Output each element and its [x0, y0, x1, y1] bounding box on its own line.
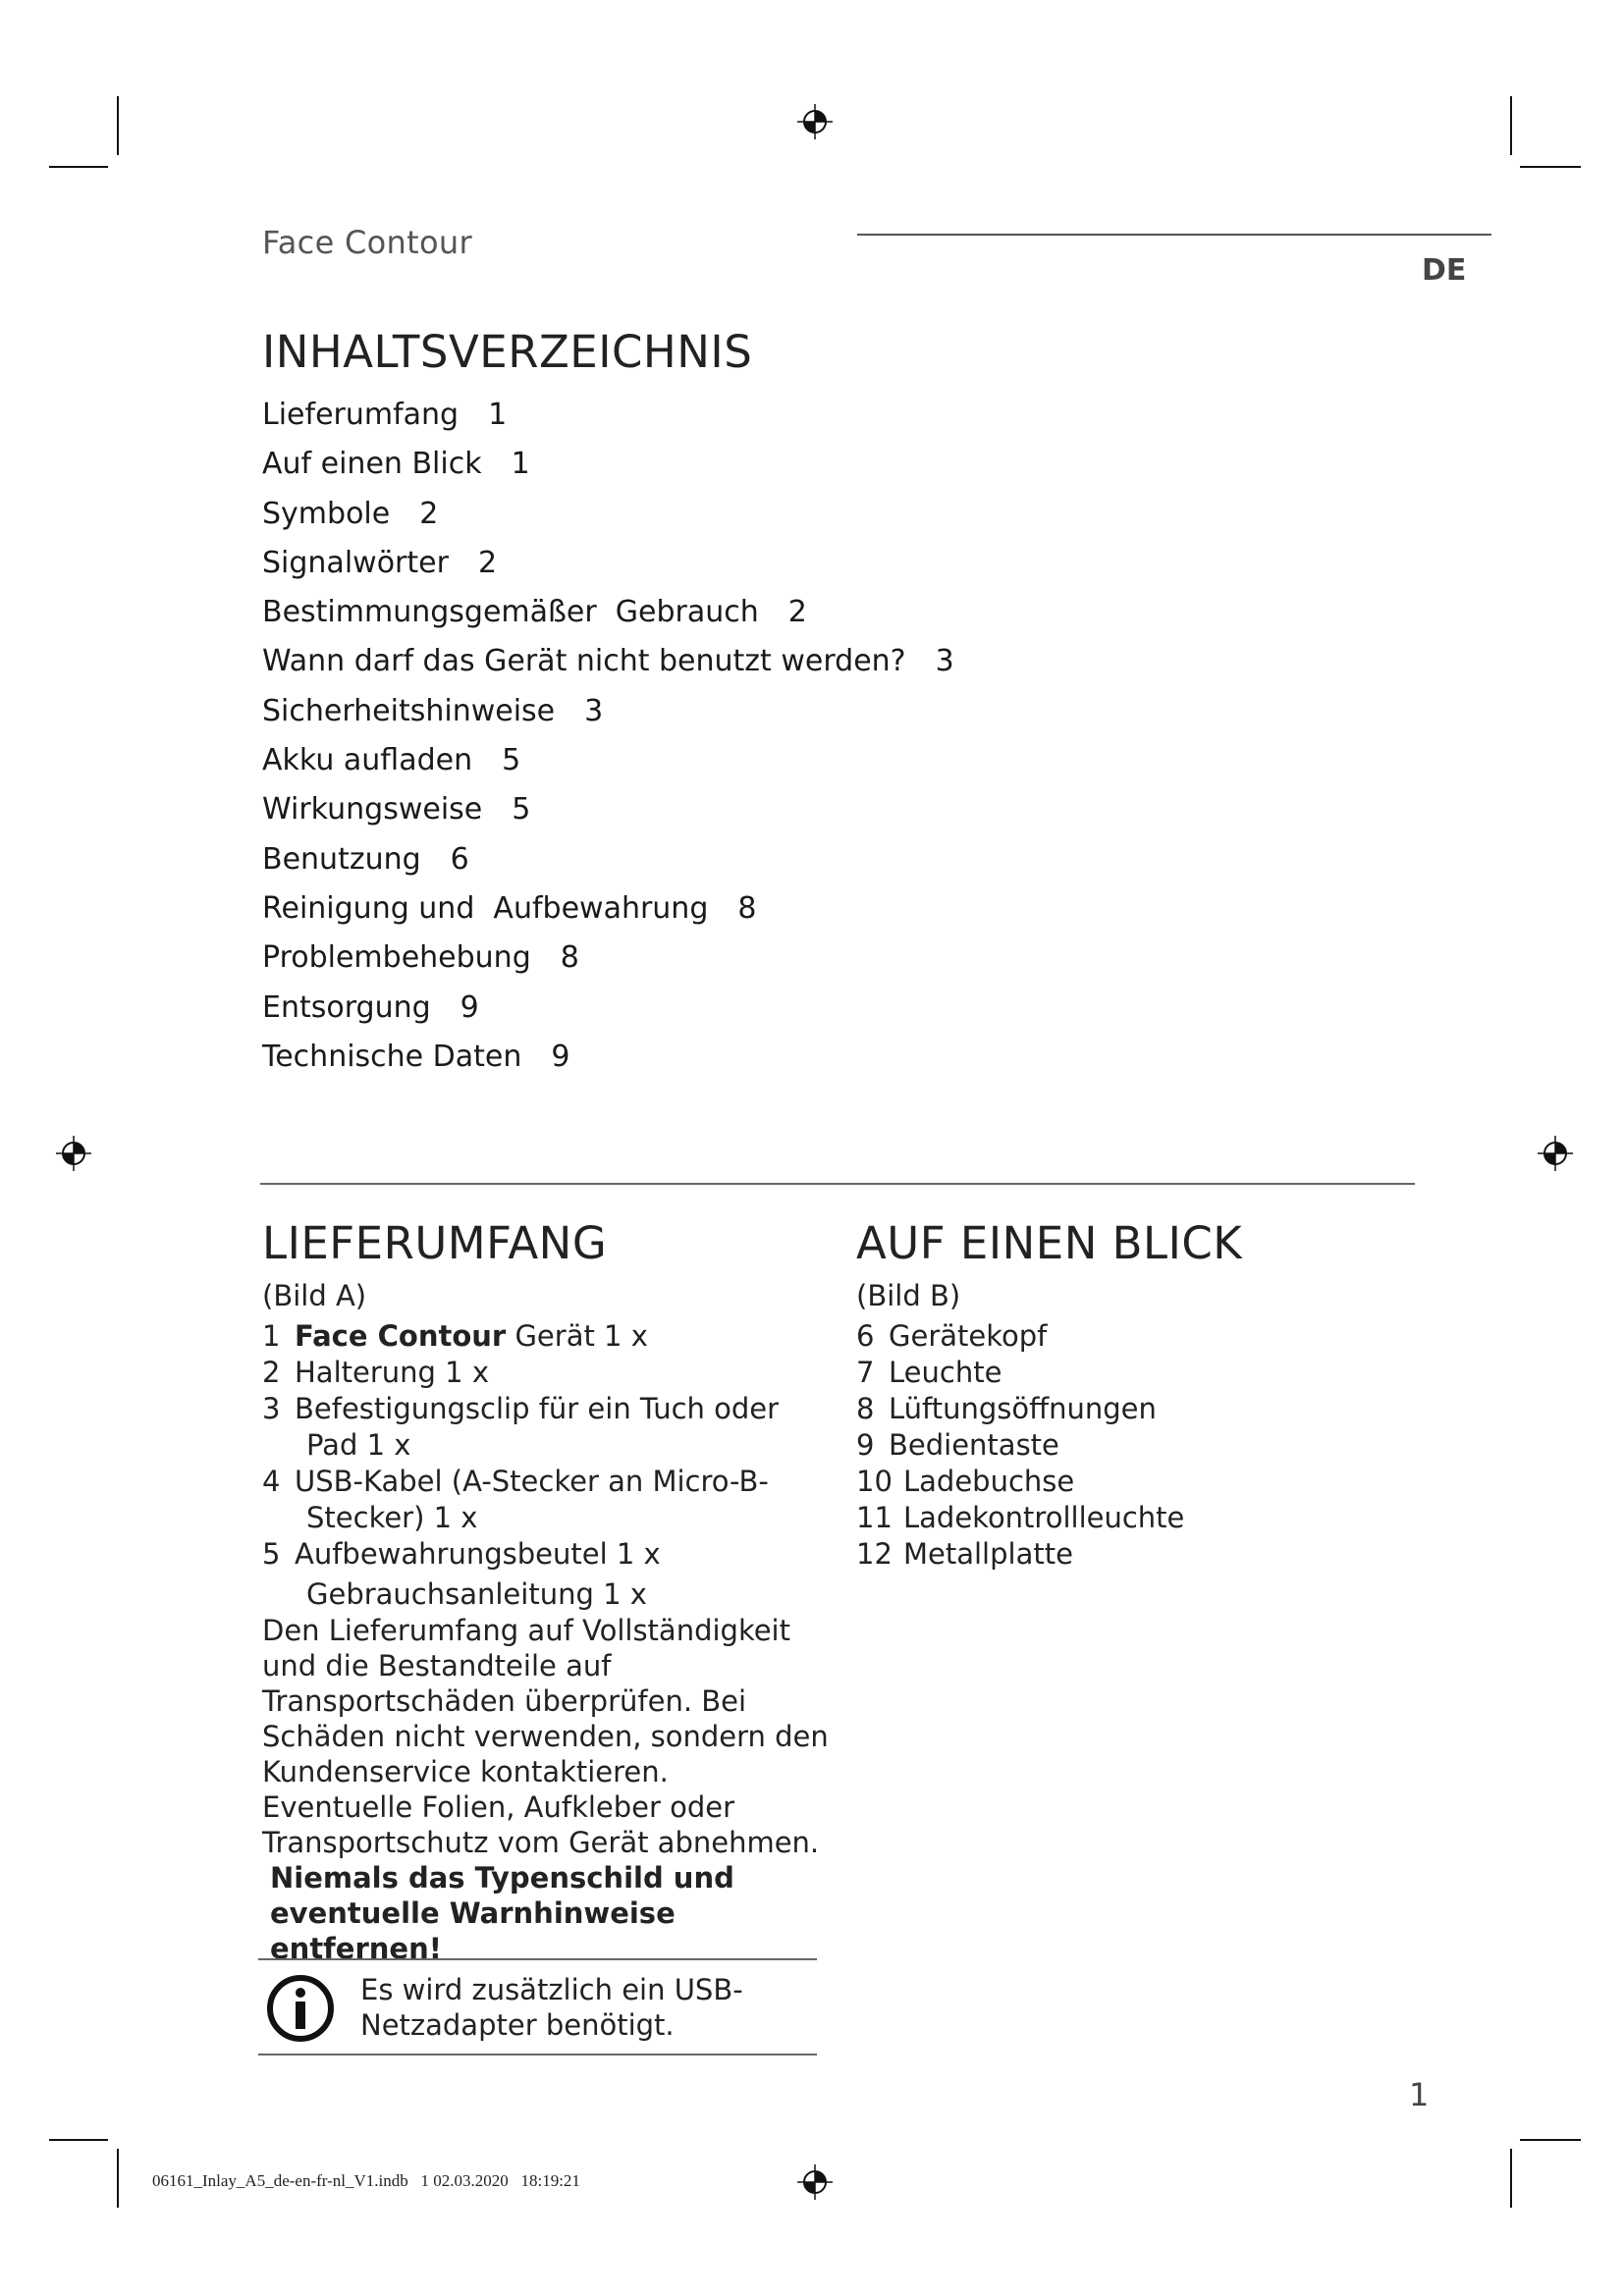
registration-mark-icon — [54, 1134, 93, 1173]
toc-entry-page: 6 — [450, 841, 469, 877]
item-number: 2 — [262, 1356, 281, 1389]
toc-entry-page: 1 — [488, 398, 508, 432]
crop-mark — [117, 96, 119, 155]
registration-mark-icon — [1536, 1134, 1575, 1173]
item-text — [295, 1318, 648, 1355]
figure-reference: (Bild A) — [262, 1279, 367, 1312]
item-number: 11 — [856, 1501, 893, 1534]
list-item-continuation: Gebrauchsanleitung 1 x — [306, 1577, 647, 1611]
toc-entry-page: 3 — [935, 644, 954, 679]
item-text: Halterung 1 x — [295, 1356, 489, 1389]
item-text: Ladekontrollleuchte — [903, 1501, 1185, 1534]
figure-reference: (Bild B) — [856, 1279, 961, 1312]
toc-entry-label: Technische Daten — [262, 1039, 522, 1074]
toc-entry[interactable] — [262, 884, 1048, 934]
toc-entry[interactable] — [262, 934, 1048, 983]
crop-mark — [117, 2149, 119, 2208]
toc-entry[interactable] — [262, 835, 1048, 884]
item-number: 12 — [856, 1537, 893, 1571]
list-item — [856, 1355, 1406, 1391]
toc-entry-label: Benutzung — [262, 841, 421, 877]
item-number: 1 — [262, 1319, 281, 1353]
toc-entry[interactable] — [262, 637, 1048, 686]
toc-entry-label: Wann darf das Gerät nicht benutzt werden? — [262, 644, 906, 679]
info-icon — [266, 1974, 335, 2043]
toc-entry-label: Wirkungsweise — [262, 792, 483, 828]
toc-entry-page: 2 — [419, 496, 439, 531]
item-text: Lüftungsöffnungen — [889, 1392, 1157, 1425]
item-text: Metallplatte — [903, 1537, 1073, 1571]
section-divider — [260, 1183, 1415, 1185]
list-item — [856, 1427, 1406, 1464]
item-number: 3 — [262, 1392, 281, 1425]
toc-entry[interactable] — [262, 687, 1048, 736]
list-item — [262, 1536, 832, 1573]
language-label: DE — [1422, 253, 1467, 288]
toc-entry-label: Entsorgung — [262, 989, 431, 1025]
toc-entry[interactable] — [262, 984, 1048, 1033]
toc-entry-label: Auf einen Blick — [262, 447, 482, 482]
item-text: Bedientaste — [889, 1428, 1059, 1462]
item-number: 5 — [262, 1537, 281, 1571]
section-title: LIEFERUMFANG — [262, 1217, 608, 1269]
print-slug: 06161_Inlay_A5_de-en-fr-nl_V1.indb 1 02.03.2020 18:19:21 — [152, 2171, 580, 2190]
registration-mark-icon — [795, 102, 835, 141]
item-number: 8 — [856, 1392, 875, 1425]
toc-entry-label: Bestimmungsgemäßer Gebrauch — [262, 595, 759, 630]
page-number: 1 — [1409, 2076, 1430, 2113]
item-number: 4 — [262, 1465, 281, 1498]
list-item-continuation: Stecker) 1 x — [306, 1501, 478, 1534]
toc-entry-label: Lieferumfang — [262, 398, 460, 432]
body-paragraph: Den Lieferumfang auf Vollständigkeit und die Bestandteile auf Transportschäden überprüfen. Bei Schäden nicht verwenden, sondern den Kundenservice kontaktieren. — [262, 1614, 829, 1789]
toc-entry[interactable] — [262, 490, 1048, 539]
item-text: Ladebuchse — [903, 1465, 1075, 1498]
item-number: 10 — [856, 1465, 893, 1498]
toc-entry[interactable] — [262, 588, 1048, 637]
item-text: Aufbewahrungsbeutel 1 x — [295, 1537, 661, 1571]
item-text-bold: Face Contour — [295, 1319, 507, 1353]
toc-entry-page: 1 — [511, 447, 530, 482]
toc-entry-label: Reinigung und Aufbewahrung — [262, 890, 709, 926]
toc-entry-page: 2 — [477, 545, 498, 580]
toc-entry[interactable] — [262, 391, 1048, 440]
toc-entry-page: 2 — [787, 595, 807, 630]
notice-text: Es wird zusätzlich ein USB-Netzadapter benötigt. — [360, 1973, 743, 2042]
toc-entry-page: 5 — [512, 792, 531, 828]
toc-entry[interactable] — [262, 440, 1048, 489]
item-text: Leuchte — [889, 1356, 1002, 1389]
item-text: USB-Kabel (A-Stecker an Micro-B- — [295, 1465, 769, 1498]
list-item — [856, 1318, 1406, 1355]
toc-entry-label: Signalwörter — [262, 545, 449, 580]
toc-entry-label: Akku aufladen — [262, 743, 473, 778]
toc-entry[interactable] — [262, 1033, 1048, 1082]
item-text: Befestigungsclip für ein Tuch oder — [295, 1392, 780, 1425]
toc-entry-label: Problembehebung — [262, 940, 531, 976]
registration-mark-icon — [795, 2163, 835, 2202]
list-item — [262, 1464, 832, 1500]
crop-mark — [1510, 96, 1512, 155]
crop-mark — [1510, 2149, 1512, 2208]
list-item — [856, 1536, 1406, 1573]
crop-mark — [49, 166, 108, 168]
crop-mark — [49, 2139, 108, 2141]
toc-entry[interactable] — [262, 539, 1048, 588]
toc-entry-page: 3 — [584, 693, 604, 728]
toc-entry-label: Symbole — [262, 496, 391, 531]
list-item — [262, 1355, 832, 1391]
toc-entry-page: 9 — [460, 989, 479, 1025]
lieferumfang-section — [262, 1217, 832, 1966]
section-title: AUF EINEN BLICK — [856, 1217, 1243, 1269]
toc-entry[interactable] — [262, 785, 1048, 834]
toc-entry-page: 5 — [502, 743, 521, 778]
crop-mark — [1520, 2139, 1581, 2141]
item-number: 7 — [856, 1356, 875, 1389]
warning-text: Niemals das Typenschild und eventuelle Warnhinweise entfernen! — [270, 1861, 734, 1965]
list-item — [856, 1391, 1406, 1427]
toc-list — [262, 391, 1048, 1082]
list-item — [856, 1464, 1406, 1500]
item-text: Gerätekopf — [889, 1319, 1048, 1353]
toc-title: INHALTSVERZEICHNIS — [262, 326, 753, 378]
item-number: 9 — [856, 1428, 875, 1462]
list-item — [262, 1318, 832, 1355]
header-rule — [857, 234, 1491, 236]
list-item — [856, 1500, 1406, 1536]
item-text-rest: Gerät 1 x — [506, 1319, 648, 1353]
info-notice — [258, 1958, 817, 2056]
toc-entry-label: Sicherheitshinweise — [262, 693, 556, 728]
list-item — [262, 1391, 832, 1427]
item-number: 6 — [856, 1319, 875, 1353]
toc-entry-page: 9 — [551, 1039, 570, 1074]
toc-entry-page: 8 — [737, 890, 757, 926]
body-paragraph: Eventuelle Folien, Aufkleber oder Transportschutz vom Gerät abnehmen. — [262, 1790, 820, 1859]
crop-mark — [1520, 166, 1581, 168]
auf-einen-blick-section — [856, 1217, 1406, 1573]
toc-entry[interactable] — [262, 736, 1048, 785]
toc-entry-page: 8 — [560, 940, 579, 976]
product-name: Face Contour — [262, 224, 472, 261]
list-item-continuation: Pad 1 x — [306, 1428, 411, 1462]
